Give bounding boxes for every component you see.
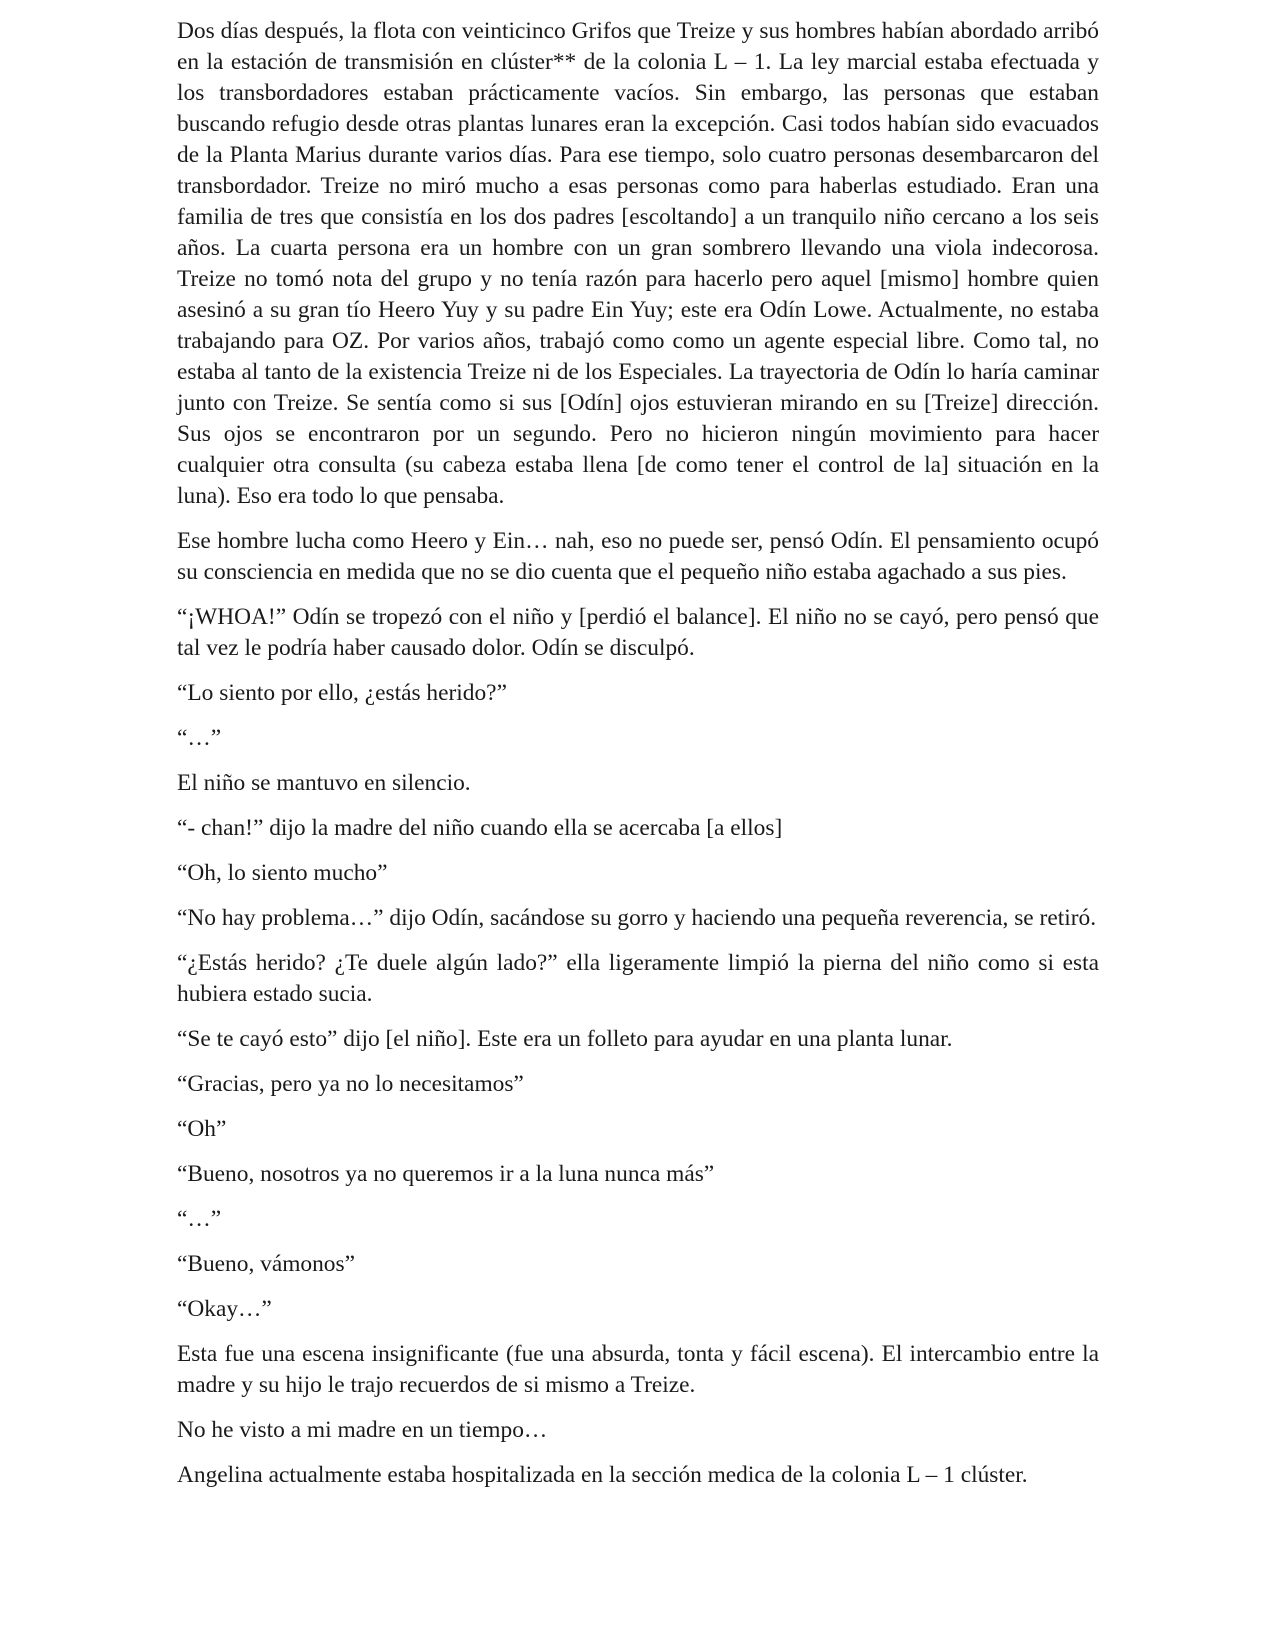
paragraph: “Bueno, vámonos”: [177, 1251, 355, 1277]
paragraph: El niño se mantuvo en silencio.: [177, 770, 471, 796]
paragraph: “Oh, lo siento mucho”: [177, 860, 388, 886]
paragraph: “Okay…”: [177, 1296, 272, 1322]
paragraph: Esta fue una escena insignificante (fue una absurda, tonta y fácil escena). El intercambio entre la madre y su hijo le trajo recuerdos de si mismo a Treize.: [177, 1341, 1099, 1398]
paragraph: No he visto a mi madre en un tiempo…: [177, 1417, 548, 1443]
paragraph: “Oh”: [177, 1116, 227, 1142]
paragraph: “Se te cayó esto” dijo [el niño]. Este era un folleto para ayudar en una planta lunar.: [177, 1026, 953, 1052]
document-page: [177, 16, 1099, 1505]
paragraph: Angelina actualmente estaba hospitalizada en la sección medica de la colonia L – 1 clúster.: [177, 1462, 1028, 1488]
paragraph: Dos días después, la flota con veinticinco Grifos que Treize y sus hombres habían abordado arribó en la estación de transmisión en clúster** de la colonia L – 1. La ley marcial estaba efectuada y los transbordadores estaban prácticamente vacíos. Sin embargo, las personas que estaban buscando refugio desde otras plantas lunares eran la excepción. Casi todos habían sido evacuados de la Planta Marius durante varios días. Para ese tiempo, solo cuatro personas desembarcaron del transbordador. Treize no miró mucho a esas personas como para haberlas estudiado. Eran una familia de tres que consistía en los dos padres [escoltando] a un tranquilo niño cercano a los seis años. La cuarta persona era un hombre con un gran sombrero llevando una viola indecorosa. Treize no tomó nota del grupo y no tenía razón para hacerlo pero aquel [mismo] hombre quien asesinó a su gran tío Heero Yuy y su padre Ein Yuy; este era Odín Lowe. Actualmente, no estaba trabajando para OZ. Por varios años, trabajó como como un agente especial libre. Como tal, no estaba al tanto de la existencia Treize ni de los Especiales. La trayectoria de Odín lo haría caminar junto con Treize. Se sentía como si sus [Odín] ojos estuvieran mirando en su [Treize] dirección. Sus ojos se encontraron por un segundo. Pero no hicieron ningún movimiento para hacer cualquier otra consulta (su cabeza estaba llena [de como tener el control de la] situación en la luna). Eso era todo lo que pensaba.: [177, 18, 1099, 509]
paragraph: “Lo siento por ello, ¿estás herido?”: [177, 680, 507, 706]
paragraph: “…”: [177, 1206, 222, 1232]
paragraph: “¿Estás herido? ¿Te duele algún lado?” ella ligeramente limpió la pierna del niño como si esta hubiera estado sucia.: [177, 950, 1099, 1007]
paragraph: “No hay problema…” dijo Odín, sacándose su gorro y haciendo una pequeña reverencia, se retiró.: [177, 905, 1097, 931]
paragraph: “Gracias, pero ya no lo necesitamos”: [177, 1071, 524, 1097]
paragraph: “Bueno, nosotros ya no queremos ir a la luna nunca más”: [177, 1161, 715, 1187]
paragraph: “- chan!” dijo la madre del niño cuando ella se acercaba [a ellos]: [177, 815, 783, 841]
paragraph: Ese hombre lucha como Heero y Ein… nah, eso no puede ser, pensó Odín. El pensamiento ocupó su consciencia en medida que no se dio cuenta que el pequeño niño estaba agachado a sus pies.: [177, 528, 1099, 585]
paragraph: “…”: [177, 725, 222, 751]
paragraph: “¡WHOA!” Odín se tropezó con el niño y [perdió el balance]. El niño no se cayó, pero pensó que tal vez le podría haber causado dolor. Odín se disculpó.: [177, 604, 1099, 661]
